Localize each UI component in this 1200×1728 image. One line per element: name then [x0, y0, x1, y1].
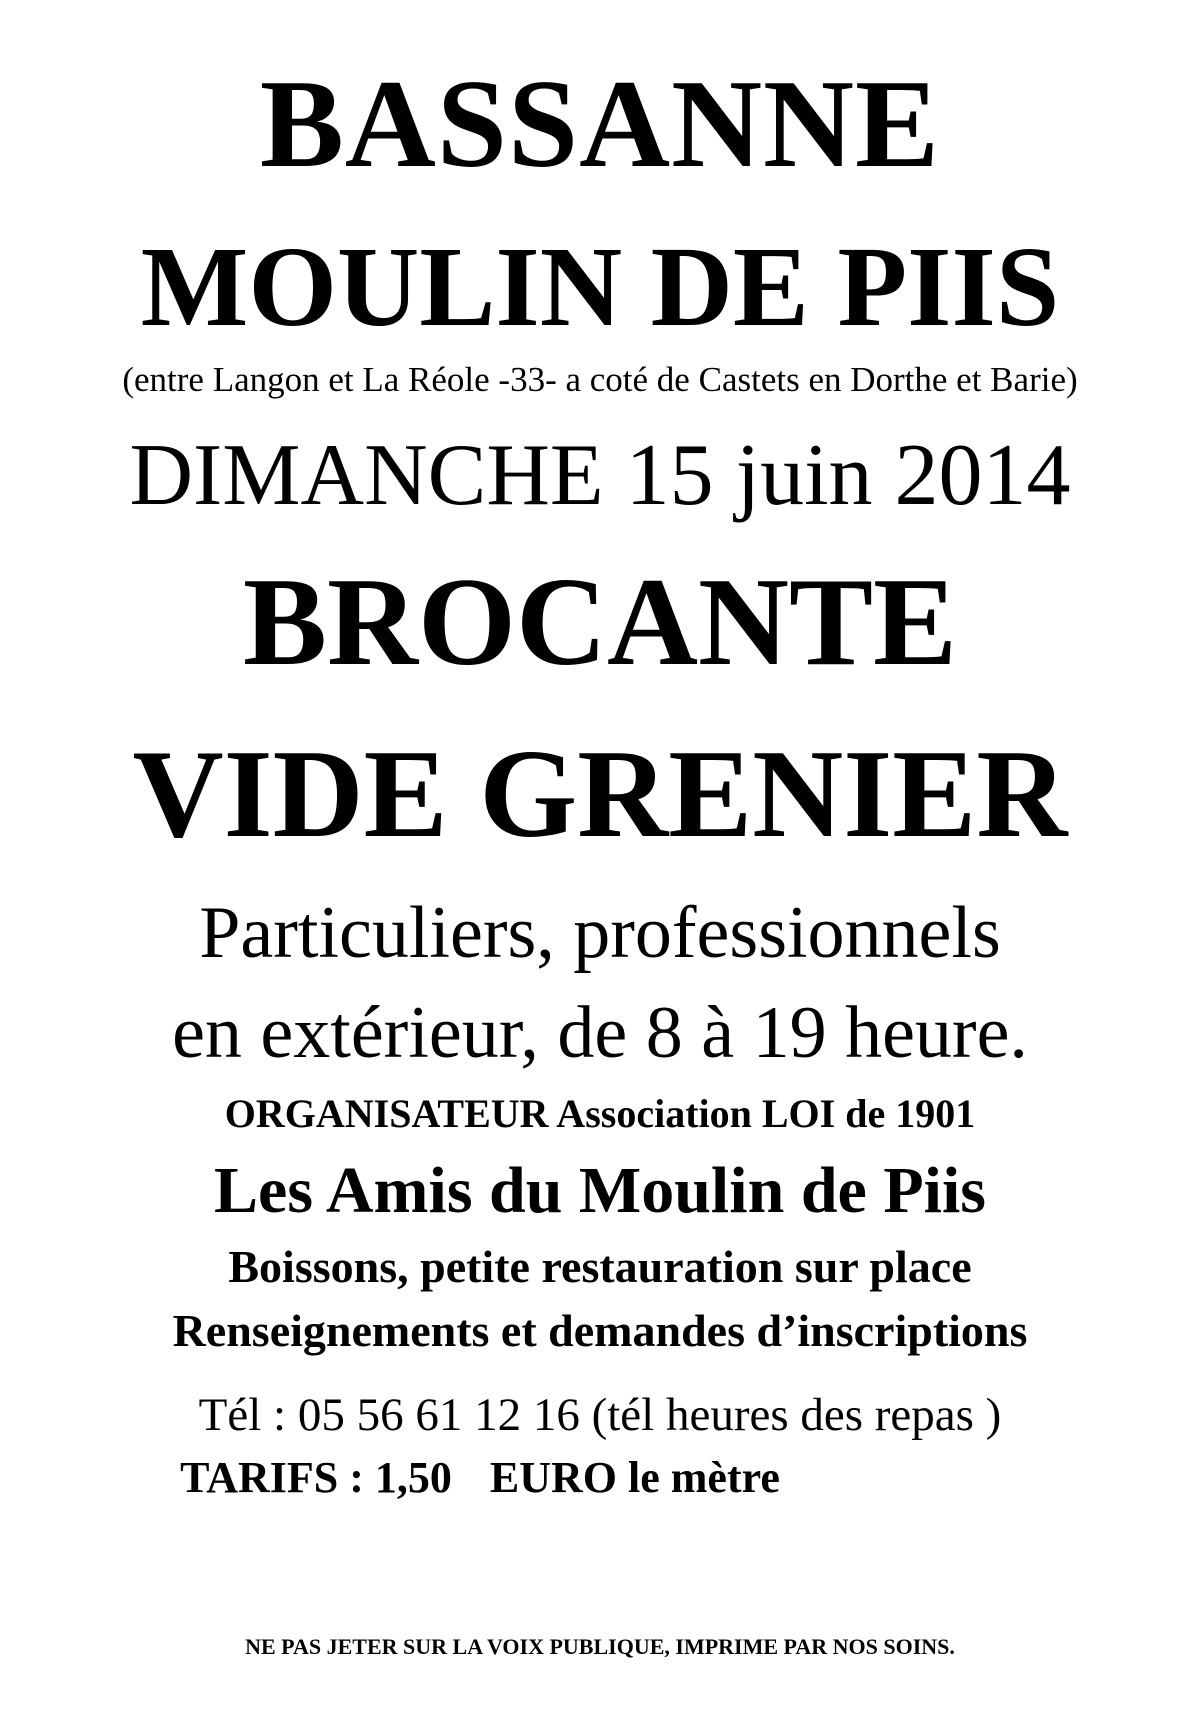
participants-text: Particuliers, professionnels	[199, 892, 1001, 974]
phone-text: Tél : 05 56 61 12 16 (tél heures des repas )	[198, 1389, 1002, 1441]
tarifs-label: TARIFS : 1,50	[180, 1453, 452, 1502]
event-date: DIMANCHE 15 juin 2014	[129, 427, 1071, 524]
tarifs-line	[0, 1453, 960, 1502]
event-title-vide-grenier: VIDE GRENIER	[132, 725, 1068, 864]
hours-text: en extérieur, de 8 à 19 heure.	[172, 992, 1028, 1074]
event-title-brocante: BROCANTE	[242, 553, 958, 692]
association-name: Les Amis du Moulin de Piis	[214, 1154, 986, 1227]
location-note: (entre Langon et La Réole -33- a coté de Castets en Dorthe et Barie)	[122, 360, 1078, 399]
town-title: BASSANNE	[259, 55, 941, 194]
organizer-text: ORGANISATEUR Association LOI de 1901	[224, 1091, 976, 1136]
info-text: Renseignements et demandes d’inscriptions	[172, 1305, 1028, 1356]
tarifs-unit: EURO le mètre	[489, 1453, 780, 1502]
food-text: Boissons, petite restauration sur place	[228, 1241, 972, 1292]
venue-title: MOULIN DE PIIS	[140, 223, 1060, 350]
footer-notice: NE PAS JETER SUR LA VOIX PUBLIQUE, IMPRIME PAR NOS SOINS.	[245, 1634, 955, 1659]
